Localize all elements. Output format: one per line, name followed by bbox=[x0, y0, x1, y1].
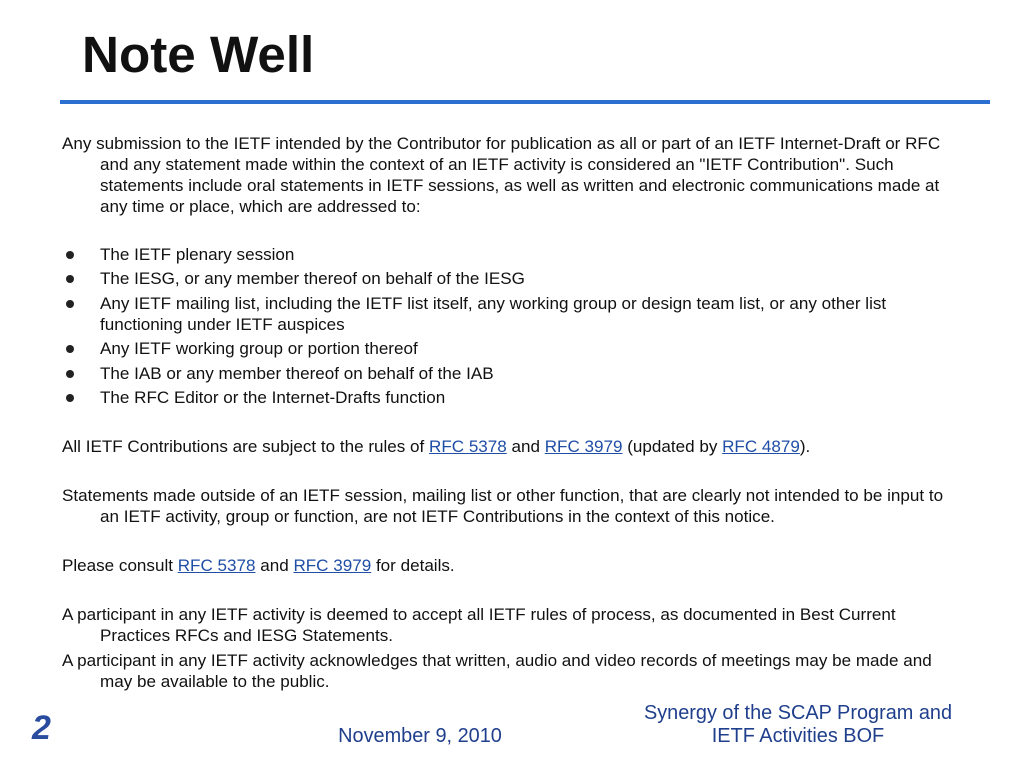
bullet-text: The IETF plenary session bbox=[100, 244, 295, 264]
participant-records-paragraph bbox=[62, 650, 932, 692]
rules-text: ). bbox=[799, 436, 811, 456]
rfc-3979-link[interactable]: RFC 3979 bbox=[544, 436, 623, 456]
rules-text: All IETF Contributions are subject to the rules of bbox=[62, 436, 430, 456]
consult-text: and bbox=[255, 555, 294, 575]
bullet-icon bbox=[66, 394, 74, 402]
bullet-text: The RFC Editor or the Internet-Drafts function bbox=[100, 387, 446, 407]
participant-records-line: may be available to the public. bbox=[100, 671, 330, 691]
intro-line: and any statement made within the context of an IETF activity is considered an "IETF Contribution". Such bbox=[100, 154, 894, 174]
consult-rfc-3979-link[interactable]: RFC 3979 bbox=[293, 555, 372, 575]
consult-text: for details. bbox=[371, 555, 455, 575]
consult-rfc-5378-link[interactable]: RFC 5378 bbox=[177, 555, 256, 575]
footer-event-line: IETF Activities BOF bbox=[711, 725, 885, 747]
footer-date: November 9, 2010 bbox=[338, 725, 502, 747]
bullet-item-mailing-list bbox=[62, 293, 886, 335]
contribution-rules-line bbox=[62, 436, 810, 457]
rfc-4879-link[interactable]: RFC 4879 bbox=[722, 436, 800, 456]
bullet-item-rfc-editor bbox=[62, 387, 445, 408]
bullet-icon bbox=[66, 251, 74, 259]
bullet-icon bbox=[66, 370, 74, 378]
title-divider bbox=[60, 100, 990, 104]
footer-event-line: Synergy of the SCAP Program and bbox=[643, 702, 953, 724]
consult-line bbox=[62, 555, 455, 576]
consult-paragraph bbox=[62, 555, 455, 576]
bullet-item-working-group bbox=[62, 338, 418, 359]
intro-line: statements include oral statements in IETF sessions, as well as written and electronic communications made at bbox=[100, 175, 940, 195]
bullet-item-iab bbox=[62, 363, 494, 384]
intro-line: any time or place, which are addressed to: bbox=[100, 196, 421, 216]
rules-text: (updated by bbox=[622, 436, 723, 456]
rfc-5378-link[interactable]: RFC 5378 bbox=[429, 436, 507, 456]
outside-statements-line: an IETF activity, group or function, are not IETF Contributions in the context of this notice. bbox=[100, 506, 775, 526]
participant-rules-paragraph bbox=[62, 604, 896, 646]
bullet-item-plenary bbox=[62, 244, 294, 265]
bullet-icon bbox=[66, 275, 74, 283]
bullet-text: The IESG, or any member thereof on behalf of the IESG bbox=[100, 268, 525, 288]
bullet-text: functioning under IETF auspices bbox=[100, 314, 345, 334]
outside-statements-paragraph bbox=[62, 485, 943, 527]
page-number: 2 bbox=[32, 709, 51, 747]
intro-line: Any submission to the IETF intended by the Contributor for publication as all or part of an IETF Internet-Draft or RFC bbox=[62, 133, 941, 153]
slide-title: Note Well bbox=[82, 26, 315, 83]
participant-rules-line: Practices RFCs and IESG Statements. bbox=[100, 625, 394, 645]
rules-text: and bbox=[506, 436, 545, 456]
bullet-icon bbox=[66, 300, 74, 308]
bullet-icon bbox=[66, 345, 74, 353]
participant-records-line: A participant in any IETF activity acknowledges that written, audio and video records of meetings may be made and bbox=[62, 650, 932, 670]
bullet-text: Any IETF working group or portion thereof bbox=[100, 338, 418, 358]
bullet-text: Any IETF mailing list, including the IETF list itself, any working group or design team list, or any other list bbox=[100, 293, 887, 313]
footer-event-title bbox=[628, 702, 968, 748]
participant-rules-line: A participant in any IETF activity is deemed to accept all IETF rules of process, as documented in Best Current bbox=[62, 604, 896, 624]
bullet-item-iesg bbox=[62, 268, 525, 289]
consult-text: Please consult bbox=[62, 555, 178, 575]
contribution-rules-paragraph bbox=[62, 436, 810, 457]
intro-paragraph bbox=[62, 133, 940, 217]
bullet-text: The IAB or any member thereof on behalf of the IAB bbox=[100, 363, 494, 383]
outside-statements-line: Statements made outside of an IETF session, mailing list or other function, that are clearly not intended to be input to bbox=[62, 485, 944, 505]
